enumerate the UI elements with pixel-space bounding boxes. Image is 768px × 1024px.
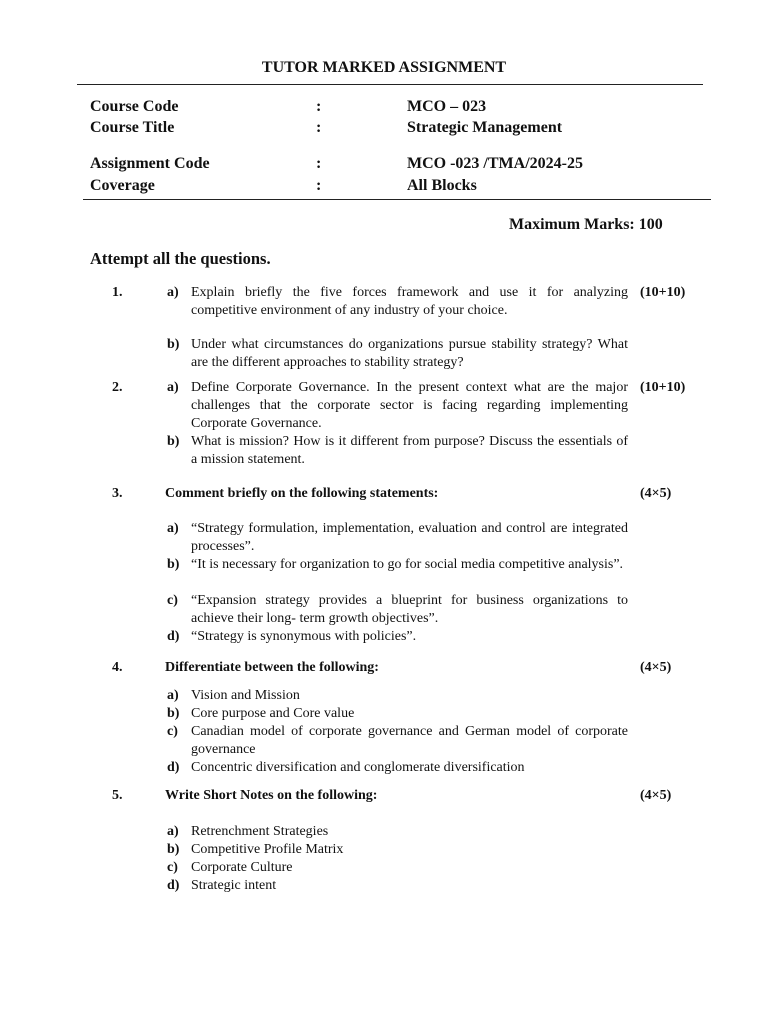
question-part xyxy=(167,723,628,759)
course-title-label: Course Title xyxy=(90,119,175,136)
question-marks: (4×5) xyxy=(640,788,672,803)
course-title-colon: : xyxy=(316,119,322,136)
part-text: Concentric diversification and conglomerate diversification xyxy=(191,760,525,775)
document-title: TUTOR MARKED ASSIGNMENT xyxy=(261,59,507,76)
question-marks: (10+10) xyxy=(640,380,686,395)
part-letter: c) xyxy=(167,593,178,608)
part-letter: a) xyxy=(167,285,179,300)
part-letter: a) xyxy=(167,688,179,703)
meta-divider xyxy=(83,199,711,200)
part-letter: c) xyxy=(167,860,178,875)
part-text: Retrenchment Strategies xyxy=(191,824,329,839)
instruction: Attempt all the questions. xyxy=(90,249,271,268)
assignment-code-label: Assignment Code xyxy=(90,155,210,172)
question-part xyxy=(167,859,628,877)
coverage-value: All Blocks xyxy=(407,177,477,194)
part-text: Define Corporate Governance. In the present context what are the major challenges that the corporate sector is facing regarding implementing Corporate Governance. xyxy=(191,380,628,431)
part-text: What is mission? How is it different from purpose? Discuss the essentials of a mission statement. xyxy=(191,434,628,467)
course-code-value: MCO – 023 xyxy=(407,98,487,115)
question-marks: (4×5) xyxy=(640,660,672,675)
header-divider xyxy=(77,84,703,85)
part-letter: b) xyxy=(167,706,180,721)
question-part xyxy=(167,379,628,433)
part-text: Under what circumstances do organizations pursue stability strategy? What are the different approaches to stability strategy? xyxy=(191,337,628,370)
course-code-label: Course Code xyxy=(90,98,179,115)
part-letter: b) xyxy=(167,434,180,449)
question-part xyxy=(167,336,628,372)
question-part xyxy=(167,628,628,646)
question-part xyxy=(167,877,628,895)
part-text: Competitive Profile Matrix xyxy=(191,842,344,857)
question-part xyxy=(167,520,628,556)
question-number: 1. xyxy=(112,285,123,300)
question-part xyxy=(167,556,628,574)
question-number: 5. xyxy=(112,788,123,803)
part-text: Strategic intent xyxy=(191,878,277,893)
part-letter: d) xyxy=(167,878,180,893)
part-text: Explain briefly the five forces framework and use it for analyzing competitive environment of any industry of your choice. xyxy=(191,285,628,318)
part-text: Canadian model of corporate governance and German model of corporate governance xyxy=(191,724,628,757)
part-letter: b) xyxy=(167,337,180,352)
part-letter: b) xyxy=(167,842,180,857)
part-text: Corporate Culture xyxy=(191,860,293,875)
assignment-code-colon: : xyxy=(316,155,322,172)
course-title-value: Strategic Management xyxy=(407,119,563,136)
question-number: 3. xyxy=(112,486,123,501)
question-number: 2. xyxy=(112,380,123,395)
question-heading: Differentiate between the following: xyxy=(165,660,379,675)
question-part xyxy=(167,759,628,777)
course-code-colon: : xyxy=(316,98,322,115)
question-part xyxy=(167,841,628,859)
part-letter: b) xyxy=(167,557,180,572)
part-text: Core purpose and Core value xyxy=(191,706,355,721)
question-part xyxy=(167,687,628,705)
question-heading: Comment briefly on the following statements: xyxy=(165,486,439,501)
part-text: “Strategy is synonymous with policies”. xyxy=(191,629,417,644)
part-text: “Strategy formulation, implementation, evaluation and control are integrated processes”. xyxy=(191,521,628,554)
coverage-colon: : xyxy=(316,177,322,194)
question-heading: Write Short Notes on the following: xyxy=(165,788,378,803)
part-letter: d) xyxy=(167,760,180,775)
part-text: “Expansion strategy provides a blueprint for business organizations to achieve their long- term growth objectives”. xyxy=(191,593,628,626)
question-part xyxy=(167,284,628,320)
question-part xyxy=(167,823,628,841)
part-letter: c) xyxy=(167,724,178,739)
part-letter: a) xyxy=(167,824,179,839)
part-text: “It is necessary for organization to go for social media competitive analysis”. xyxy=(191,557,624,572)
question-marks: (10+10) xyxy=(640,285,686,300)
question-part xyxy=(167,433,628,469)
question-number: 4. xyxy=(112,660,123,675)
part-letter: d) xyxy=(167,629,180,644)
question-part xyxy=(167,705,628,723)
part-text: Vision and Mission xyxy=(191,688,300,703)
part-letter: a) xyxy=(167,380,179,395)
question-part xyxy=(167,592,628,628)
question-marks: (4×5) xyxy=(640,486,672,501)
coverage-label: Coverage xyxy=(90,177,155,194)
maximum-marks: Maximum Marks: 100 xyxy=(509,216,663,233)
assignment-code-value: MCO -023 /TMA/2024-25 xyxy=(407,155,583,172)
part-letter: a) xyxy=(167,521,179,536)
